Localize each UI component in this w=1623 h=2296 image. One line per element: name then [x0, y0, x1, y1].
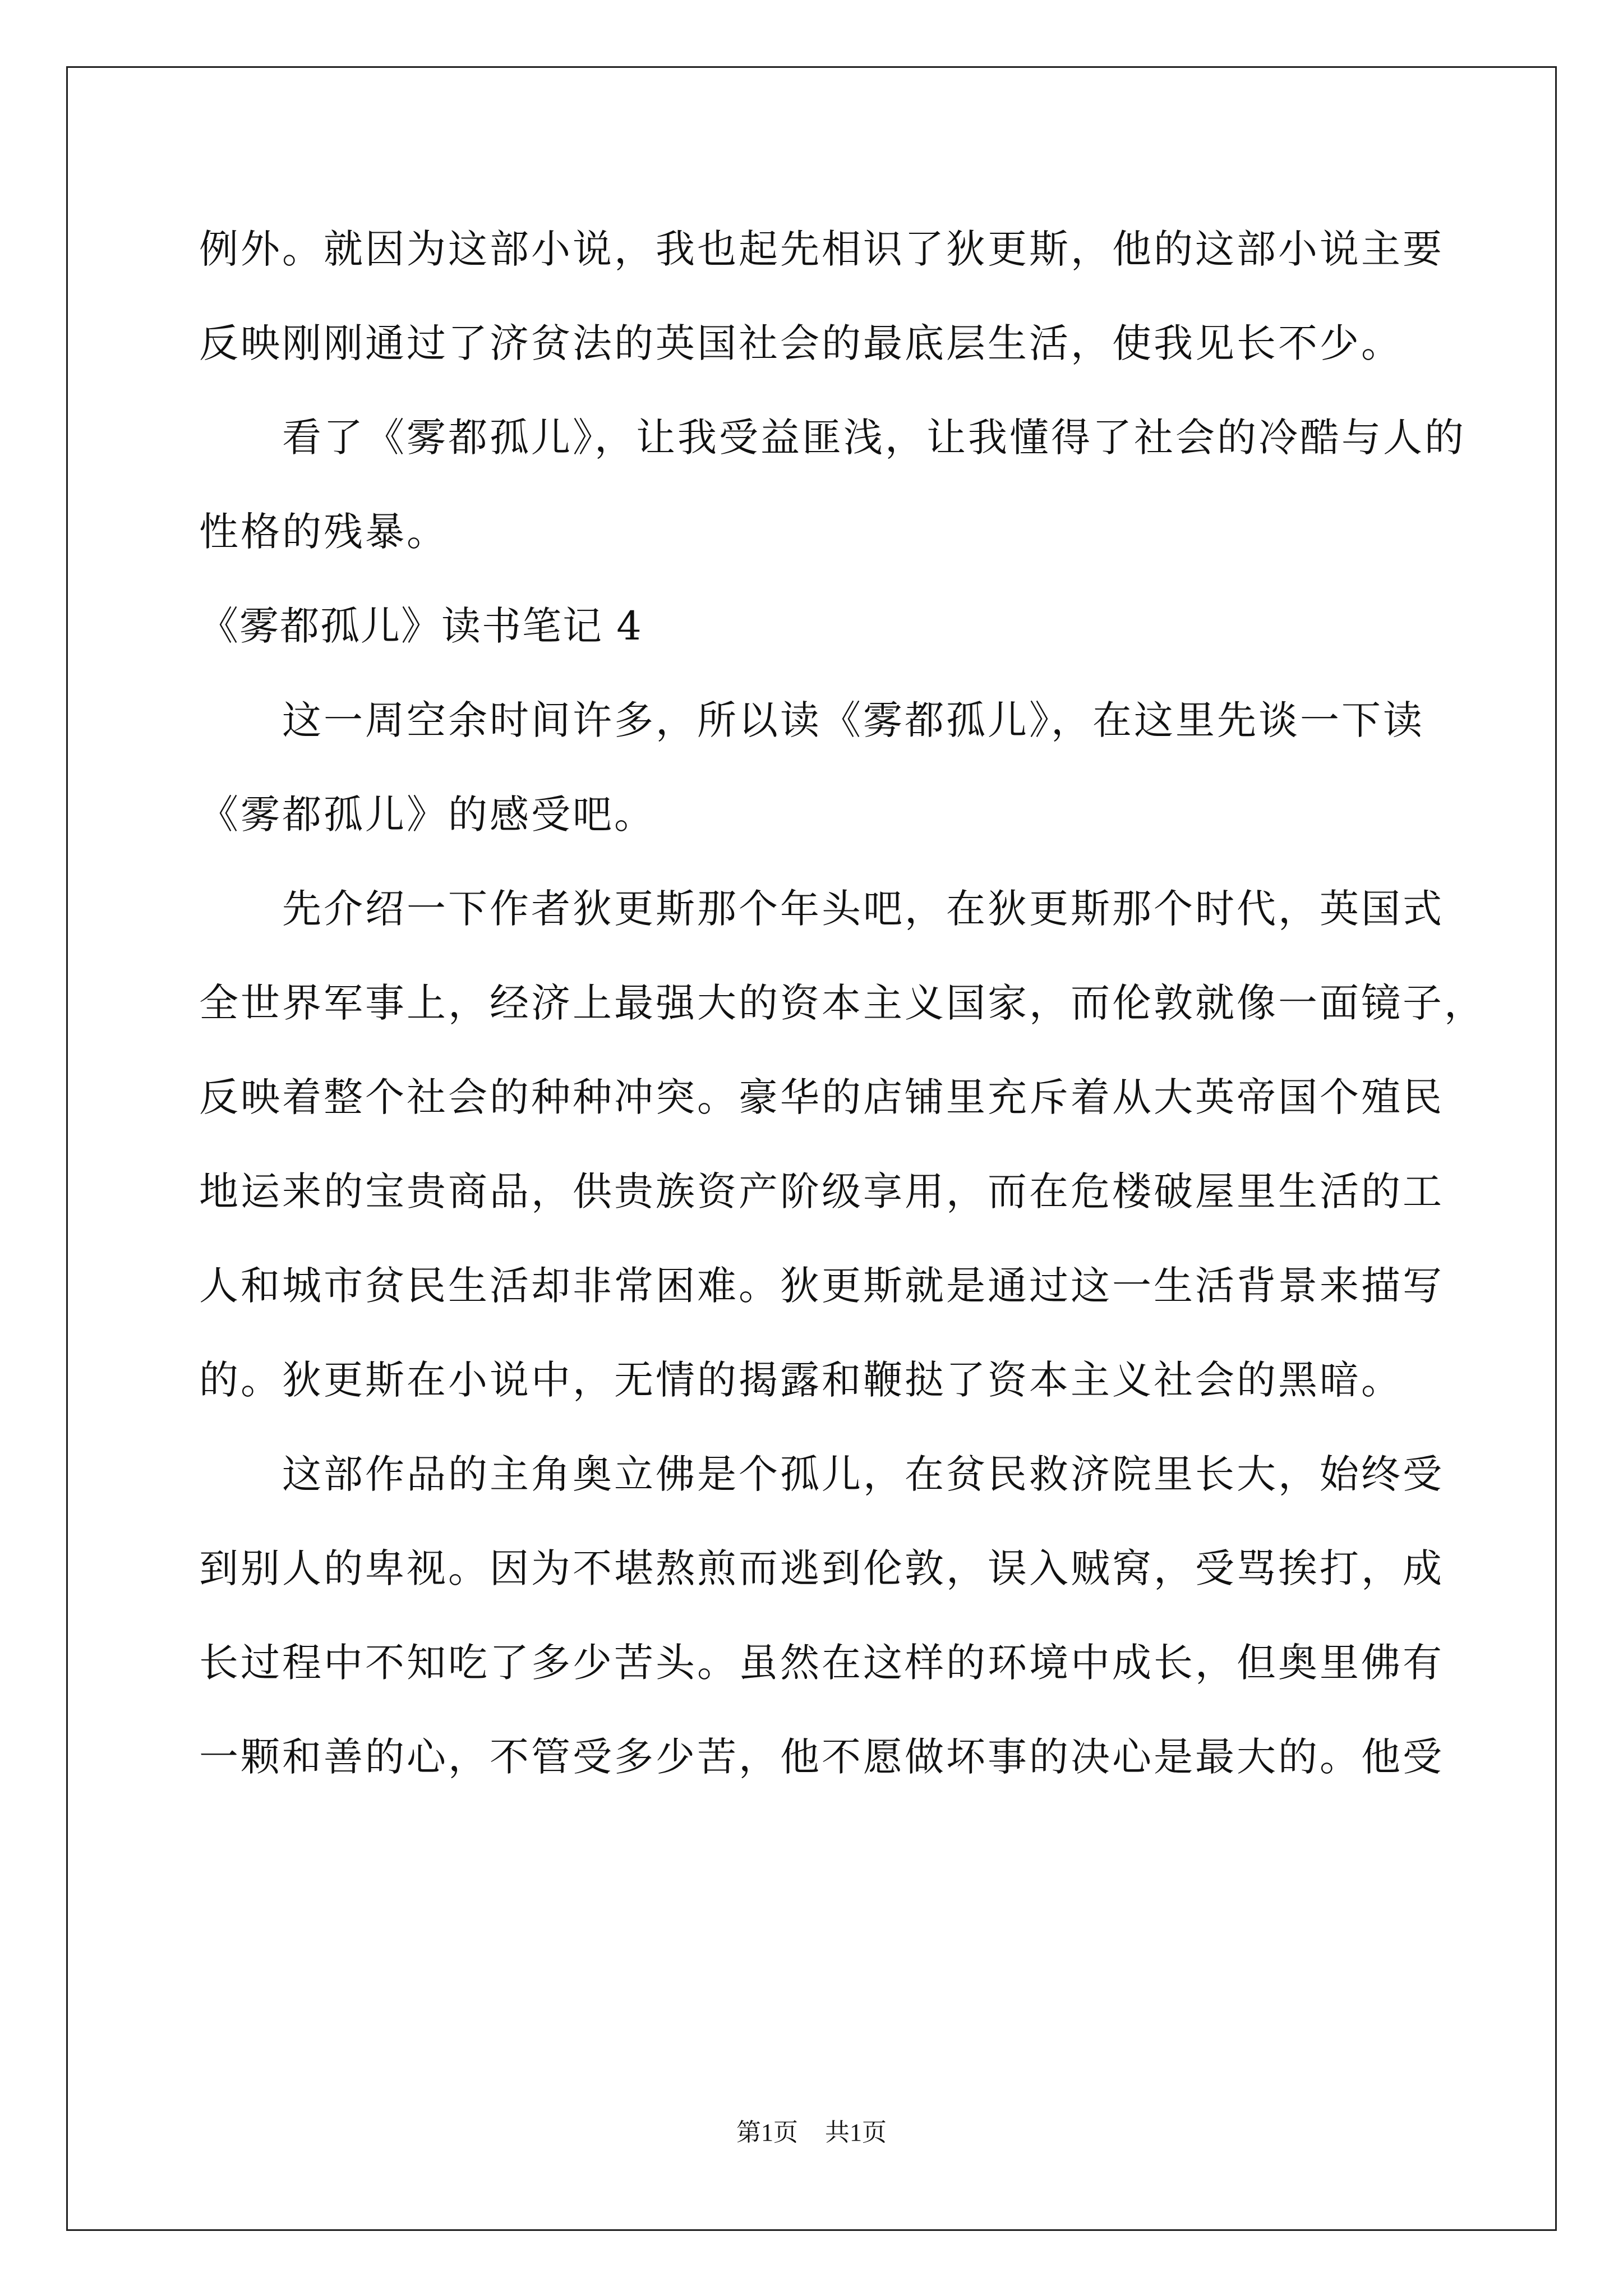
paragraph-line: 这一周空余时间许多，所以读《雾都孤儿》，在这里先谈一下读 — [282, 697, 1424, 743]
paragraph-line: 人和城市贫民生活却非常困难。狄更斯就是通过这一生活背景来描写 — [199, 1263, 1444, 1309]
paragraph-line: 《雾都孤儿》的感受吧。 — [199, 792, 656, 838]
paragraph-line: 的。狄更斯在小说中，无情的揭露和鞭挞了资本主义社会的黑暗。 — [199, 1357, 1403, 1403]
page-total: 共1页 — [825, 2119, 887, 2146]
paragraph-line: 一颗和善的心，不管受多少苦，他不愿做坏事的决心是最大的。他受 — [199, 1734, 1444, 1780]
paragraph-line: 反映刚刚通过了济贫法的英国社会的最底层生活，使我见长不少。 — [199, 320, 1403, 366]
paragraph-line: 全世界军事上，经济上最强大的资本主义国家，而伦敦就像一面镜子， — [199, 980, 1486, 1026]
page-number: 第1页 — [736, 2119, 798, 2146]
section-heading: 《雾都孤儿》读书笔记 4 — [199, 603, 643, 649]
paragraph-line: 先介绍一下作者狄更斯那个年头吧，在狄更斯那个时代，英国式 — [282, 886, 1444, 932]
document-body — [199, 213, 1486, 1815]
paragraph-line: 这部作品的主角奥立佛是个孤儿，在贫民救济院里长大，始终受 — [282, 1451, 1444, 1497]
paragraph-line: 性格的残暴。 — [199, 509, 448, 555]
paragraph-line: 例外。就因为这部小说，我也起先相识了狄更斯，他的这部小说主要 — [199, 226, 1444, 272]
paragraph-line: 反映着整个社会的种种冲突。豪华的店铺里充斥着从大英帝国个殖民 — [199, 1074, 1444, 1120]
paragraph-line: 地运来的宝贵商品，供贵族资产阶级享用，而在危楼破屋里生活的工 — [199, 1168, 1444, 1214]
paragraph-line: 长过程中不知吃了多少苦头。虽然在这样的环境中成长，但奥里佛有 — [199, 1640, 1444, 1686]
paragraph-line: 到别人的卑视。因为不堪熬煎而逃到伦敦，误入贼窝，受骂挨打，成 — [199, 1545, 1444, 1591]
paragraph-line: 看了《雾都孤儿》，让我受益匪浅，让我懂得了社会的冷酷与人的 — [282, 415, 1466, 461]
page-footer — [0, 2116, 1623, 2150]
